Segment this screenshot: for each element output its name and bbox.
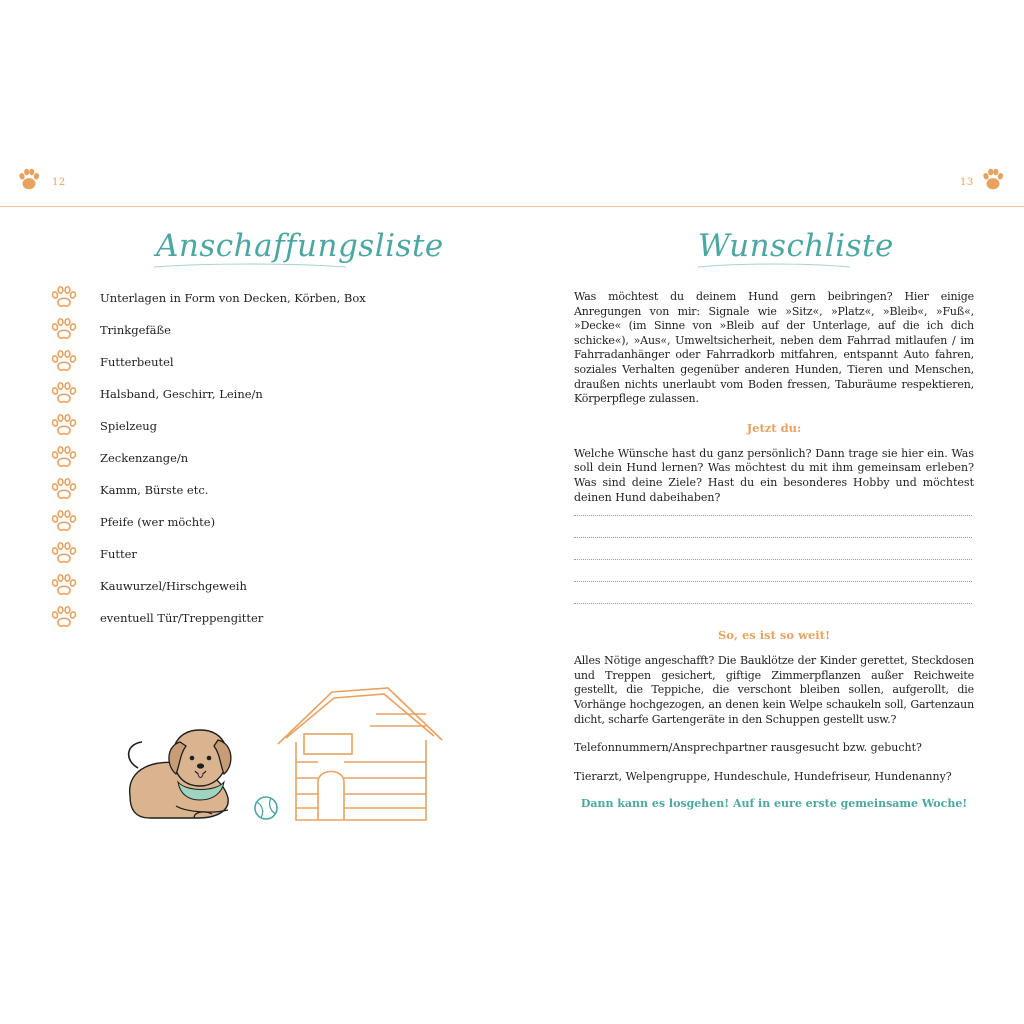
- paw-icon: [50, 412, 78, 438]
- list-item: Pfeife (wer möchte): [50, 508, 430, 540]
- write-in-line[interactable]: [574, 537, 972, 538]
- ball-icon: [255, 797, 277, 819]
- list-item: Kauwurzel/Hirschgeweih: [50, 572, 430, 604]
- subhead-so-es-ist-so-weit: So, es ist so weit!: [717, 628, 831, 643]
- wish-list-column: [574, 290, 974, 810]
- write-in-line[interactable]: [574, 515, 972, 516]
- list-item: Halsband, Geschirr, Leine/n: [50, 380, 430, 412]
- paw-icon: [50, 348, 78, 374]
- puppy-illustration: [129, 730, 231, 818]
- list-item: Spielzeug: [50, 412, 430, 444]
- doghouse-illustration: [278, 688, 442, 820]
- shopping-list: [50, 284, 430, 636]
- header-rule: [0, 206, 1024, 207]
- title-underline-flourish: [150, 262, 350, 270]
- phone-line: Telefonnummern/Ansprechpartner rausgesucht bzw. gebucht?: [574, 741, 922, 755]
- paw-icon: [50, 508, 78, 534]
- right-page-title: Wunschliste: [698, 228, 894, 264]
- page-number-left: 12: [52, 177, 66, 188]
- prompt-paragraph: Welche Wünsche hast du ganz persönlich? Dann trage sie hier ein. Was soll dein Hund lernen? Was möchtest du mit ihm gemeinsam erleben? Was sind deine Ziele? Hast du ein besonderes Hobby und möchtest deinen Hund dabeihaben?: [574, 446, 974, 504]
- checklist-paragraph: Alles Nötige angeschafft? Die Bauklötze der Kinder gerettet, Steckdosen und Treppen gesichert, giftige Zimmerpflanzen außer Reichweite gestellt, die Teppiche, die verschont bleiben sollen, aufgerollt, die Vorhänge hochgezogen, an denen kein Welpe schaukeln soll, Gartenzaun dicht, scharfe Gartengeräte in den Schuppen gestellt usw.?: [574, 654, 974, 726]
- list-item: Futterbeutel: [50, 348, 430, 380]
- closing-line: Dann kann es losgehen! Auf in eure erste gemeinsame Woche!: [580, 797, 968, 811]
- subhead-jetzt-du: Jetzt du:: [746, 420, 802, 435]
- paw-icon: [50, 476, 78, 502]
- paw-icon: [50, 284, 78, 310]
- paw-icon: [50, 380, 78, 406]
- left-page-title: Anschaffungsliste: [156, 228, 444, 264]
- write-in-line[interactable]: [574, 603, 972, 604]
- contacts-line: Tierarzt, Welpengruppe, Hundeschule, Hundefriseur, Hundenanny?: [574, 769, 952, 783]
- list-item: Futter: [50, 540, 430, 572]
- page-number-right: 13: [960, 177, 974, 188]
- paw-icon: [50, 540, 78, 566]
- list-item: eventuell Tür/Treppengitter: [50, 604, 430, 636]
- list-item: Unterlagen in Form von Decken, Körben, Box: [50, 284, 430, 316]
- write-in-line[interactable]: [574, 581, 972, 582]
- puppy-doghouse-illustration: [120, 686, 450, 826]
- write-in-line[interactable]: [574, 559, 972, 560]
- list-item: Zeckenzange/n: [50, 444, 430, 476]
- paw-icon: [50, 444, 78, 470]
- list-item: Trinkgefäße: [50, 316, 430, 348]
- write-in-lines: [574, 515, 974, 604]
- title-underline-flourish: [694, 262, 854, 270]
- paw-icon: [50, 572, 78, 598]
- list-item: Kamm, Bürste etc.: [50, 476, 430, 508]
- paw-icon: [50, 604, 78, 630]
- intro-paragraph: Was möchtest du deinem Hund gern beibringen? Hier einige Anregungen von mir: Signale wie »Sitz«, »Platz«, »Bleib«, »Fuß«, »Decke« (im Sinne von »Bleib auf der Unterlage, auf die ich dich schicke«), »Aus«, Umweltsicherheit, neben dem Fahrrad mitlaufen / im Fahrradanhänger oder Fahrradkorb mitfahren, entspannt Auto fahren, soziales Verhalten gegenüber anderen Hunden, Tieren und Menschen, draußen nichts unerlaubt vom Boden fressen, Taburäume respektieren, Körperpflege zulassen.: [574, 290, 974, 406]
- paw-icon: [980, 166, 1006, 192]
- paw-icon: [16, 166, 42, 192]
- paw-icon: [50, 316, 78, 342]
